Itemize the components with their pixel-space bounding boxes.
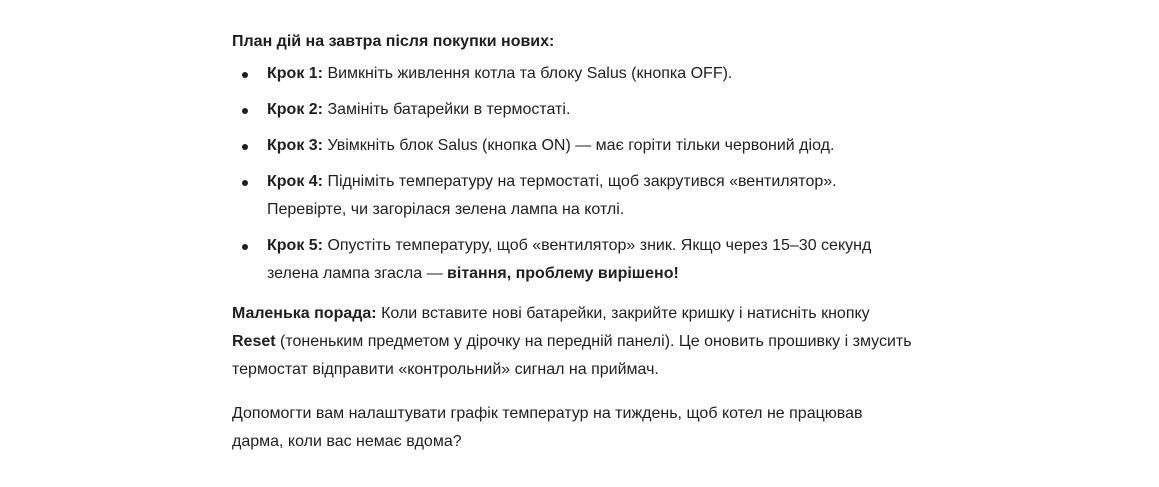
- list-item: [232, 232, 912, 288]
- step-text: Опустіть температуру, щоб «вентилятор» зник. Якщо через 15–30 секунд зелена лампа згасла —: [267, 237, 872, 282]
- bullet-icon: [242, 72, 248, 78]
- list-item: [232, 168, 912, 224]
- chat-response: [232, 28, 912, 456]
- tip-text-continued: (тоненьким предметом у дірочку на передній панелі). Це оновить прошивку і змусить термостат відправити «контрольний» сигнал на приймач.: [232, 333, 912, 378]
- list-item: [232, 60, 912, 88]
- step-text: Вимкніть живлення котла та блоку Salus (кнопка OFF).: [323, 65, 733, 82]
- step-text: Підніміть температуру на термостаті, щоб закрутився «вентилятор». Перевірте, чи загорілася зелена лампа на котлі.: [267, 173, 837, 218]
- step-text: Замініть батарейки в термостаті.: [323, 101, 571, 118]
- reset-label: Reset: [232, 333, 276, 350]
- steps-list: [232, 60, 912, 288]
- step-label: Крок 2:: [267, 101, 323, 118]
- list-item: [232, 132, 912, 160]
- tip-text: Коли вставите нові батарейки, закрийте кришку і натисніть кнопку: [376, 305, 870, 322]
- step-label: Крок 3:: [267, 137, 323, 154]
- step-label: Крок 5:: [267, 237, 323, 254]
- follow-up-question: Допомогти вам налаштувати графік температур на тиждень, щоб котел не працював дарма, коли вас немає вдома?: [232, 405, 863, 450]
- tip-paragraph: [232, 300, 912, 384]
- list-item: [232, 96, 912, 124]
- plan-heading: План дій на завтра після покупки нових:: [232, 33, 555, 50]
- step-emphasis: вітання, проблему вирішено!: [447, 265, 679, 282]
- step-text: Увімкніть блок Salus (кнопка ON) — має горіти тільки червоний діод.: [323, 137, 835, 154]
- step-label: Крок 4:: [267, 173, 323, 190]
- step-label: Крок 1:: [267, 65, 323, 82]
- bullet-icon: [242, 144, 248, 150]
- bullet-icon: [242, 108, 248, 114]
- bullet-icon: [242, 244, 248, 250]
- bullet-icon: [242, 180, 248, 186]
- tip-label: Маленька порада:: [232, 305, 377, 322]
